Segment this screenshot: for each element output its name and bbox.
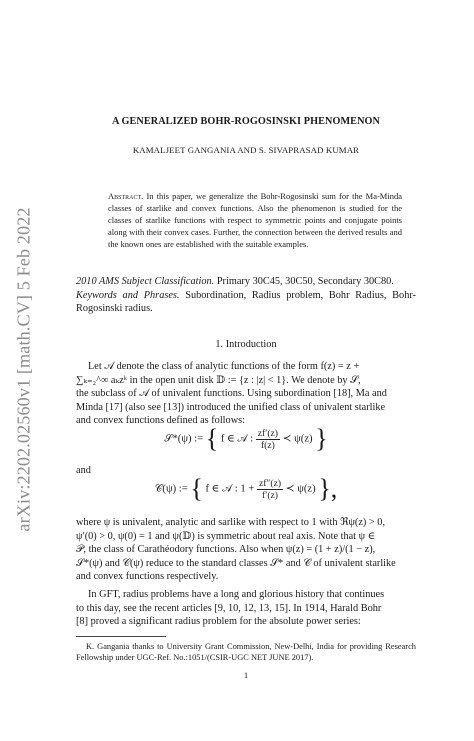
history-paragraph bbox=[76, 588, 416, 629]
para3-line: to this day, see the recent articles [9, 10, 12, 13, 15]. In 1914, Harald Bohr bbox=[76, 602, 382, 614]
intro-line: the subclass of 𝒜 of univalent functions. Using subordination [18], Ma and bbox=[76, 388, 387, 400]
intro-line: and convex functions defined as follows: bbox=[76, 415, 245, 427]
footnote-rule bbox=[76, 636, 166, 637]
paper-authors: KAMALJEET GANGANIA AND S. SIVAPRASAD KUMAR bbox=[132, 145, 360, 155]
abstract-text: In this paper, we generalize the Bohr-Rogosinski sum for the Ma-Minda classes of starlike and convex functions. Also the phenomenon is studied for the classes of starlike functions with respect to symmetric points and conjugate points along with their convex cases. Further, the connection between the derived results and the known ones are established with the suitable examples. bbox=[108, 191, 403, 249]
para2-line: and convex functions respectively. bbox=[76, 571, 219, 583]
abstract bbox=[108, 190, 402, 250]
arxiv-identifier-sidebar bbox=[14, 196, 34, 542]
intro-paragraph bbox=[76, 360, 416, 428]
para3-line: In GFT, radius problems have a long and glorious history that continues bbox=[88, 589, 385, 600]
eq1-rhs: ≺ ψ(z) bbox=[282, 433, 313, 445]
eq2-denominator: f′(z) bbox=[262, 489, 279, 501]
eq1-set: f ∈ 𝒜 : bbox=[220, 433, 254, 445]
para2-line: 𝒫, the class of Carathéodory functions. Also when ψ(z) = (1 + z)/(1 − z), bbox=[76, 544, 376, 556]
subject-classification bbox=[76, 275, 416, 316]
right-brace: } bbox=[315, 424, 328, 453]
left-brace: { bbox=[190, 474, 203, 503]
definition-paragraph bbox=[76, 516, 416, 584]
section-heading: 1. Introduction bbox=[215, 339, 277, 350]
equation-starlike bbox=[76, 426, 416, 452]
eq1-denominator: f(z) bbox=[260, 439, 275, 451]
eq1-numerator: zf′(z) bbox=[257, 427, 278, 439]
para2-line: 𝒮*(ψ) and 𝒞(ψ) reduce to the standard classes 𝒮* and 𝒞 of univalent starlike bbox=[76, 557, 396, 569]
eq2-rhs: ≺ ψ(z) bbox=[285, 483, 316, 495]
eq2-numerator: zf″(z) bbox=[258, 477, 282, 489]
footnote-text: K. Gangania thanks to University Grant Commission, New-Delhi, India for providing Research Fellowship under UGC-Ref. No.:1051/(CSIR-UGC NET JUNE 2017). bbox=[76, 642, 416, 662]
intro-line: Let 𝒜 denote the class of analytic functions of the form f(z) = z + bbox=[88, 361, 360, 372]
arxiv-identifier: arXiv:2202.02560v1 [math.CV] 5 Feb 2022 bbox=[13, 206, 34, 532]
page-number: 1 bbox=[243, 670, 249, 680]
intro-line: ∑ₖ₌₂^∞ aₖzᵏ in the open unit disk 𝔻 := {z : |z| < 1}. We denote by 𝒮, bbox=[76, 374, 361, 386]
left-brace: { bbox=[205, 424, 219, 453]
equation-convex bbox=[76, 476, 416, 502]
footnote bbox=[76, 636, 416, 663]
intro-line: Minda [17] (also see [13]) introduced the unified class of univalent starlike bbox=[76, 401, 386, 413]
keywords-label: Keywords and Phrases. bbox=[76, 289, 180, 301]
eq2-fraction bbox=[257, 478, 283, 501]
eq2-set: f ∈ 𝒜 : 1 + bbox=[205, 483, 255, 495]
paper-title: A GENERALIZED BOHR-ROGOSINSKI PHENOMENON bbox=[111, 116, 381, 127]
msc-label: 2010 AMS Subject Classification. bbox=[76, 276, 215, 287]
eq1-fraction bbox=[256, 428, 280, 451]
eq2-lhs: 𝒞(ψ) := bbox=[154, 483, 188, 495]
para2-line: ψ′(0) > 0, ψ(0) = 1 and ψ(𝔻) is symmetric about real axis. Note that ψ ∈ bbox=[76, 530, 376, 542]
msc-text: Primary 30C45, 30C50, Secondary 30C80. bbox=[216, 276, 394, 287]
keywords-text: Subordination, Radius problem, Bohr Radius, Bohr-Rogosinski radius. bbox=[76, 289, 416, 315]
and-text: and bbox=[76, 465, 91, 476]
eq1-lhs: 𝒮*(ψ) := bbox=[164, 433, 204, 445]
right-brace: }, bbox=[318, 474, 338, 503]
para3-line: [8] proved a significant radius problem for the absolute power series: bbox=[76, 616, 361, 628]
para2-line: where ψ is univalent, analytic and sarlike with respect to 1 with ℜψ(z) > 0, bbox=[76, 517, 386, 528]
abstract-label: Abstract. bbox=[108, 191, 144, 201]
